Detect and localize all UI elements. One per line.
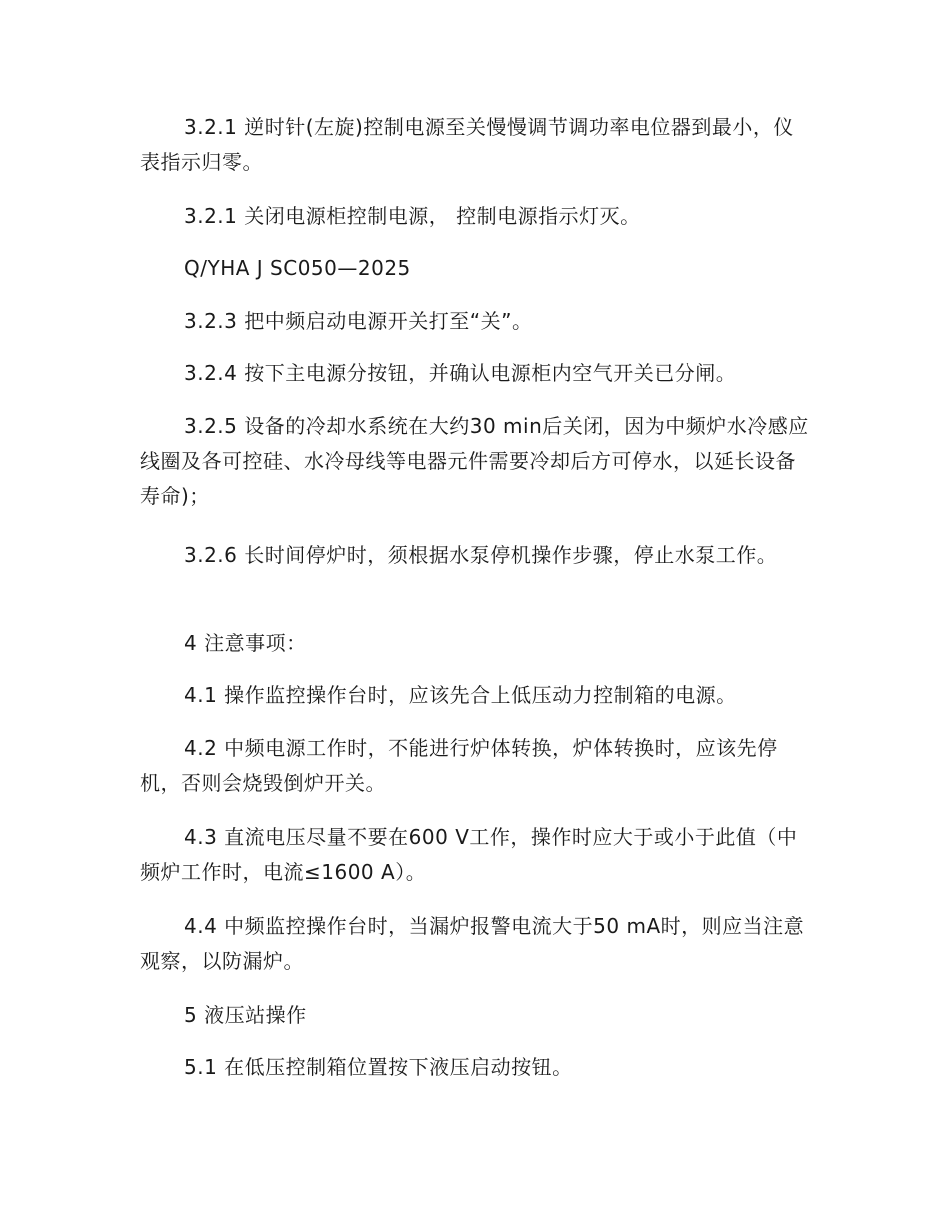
paragraph-3-2-4: 3.2.4 按下主电源分按钮，并确认电源柜内空气开关已分闸。 — [184, 361, 737, 385]
paragraph-4-4: 4.4 中频监控操作台时，当漏炉报警电流大于50 mA时，则应当注意观察，以防漏炉。 — [140, 914, 805, 973]
paragraph-3-2-5: 3.2.5 设备的冷却水系统在大约30 min后关闭，因为中频炉水冷感应线圈及各可控硅、水冷母线等电器元件需要冷却后方可停水，以延长设备寿命)； — [140, 414, 809, 508]
paragraph-3-2-1-b: 3.2.1 关闭电源柜控制电源， 控制电源指示灯灭。 — [184, 204, 641, 228]
paragraph-3-2-6: 3.2.6 长时间停炉时，须根据水泵停机操作步骤，停止水泵工作。 — [184, 543, 778, 567]
section-heading-5: 5 液压站操作 — [184, 1003, 307, 1027]
paragraph-4-2: 4.2 中频电源工作时，不能进行炉体转换，炉体转换时，应该先停机，否则会烧毁倒炉开关。 — [140, 736, 778, 795]
paragraph-3-2-3: 3.2.3 把中频启动电源开关打至“关”。 — [184, 309, 533, 333]
paragraph-3-2-1-a: 3.2.1 逆时针(左旋)控制电源至关慢慢调节调功率电位器到最小，仪表指示归零。 — [140, 115, 794, 174]
paragraph-4-1: 4.1 操作监控操作台时，应该先合上低压动力控制箱的电源。 — [184, 683, 737, 707]
section-heading-4: 4 注意事项： — [184, 631, 307, 655]
document-code: Q/YHA J SC050—2025 — [184, 256, 411, 280]
paragraph-4-3: 4.3 直流电压尽量不要在600 V工作，操作时应大于或小于此值（中频炉工作时，电流≤1600 A）。 — [140, 825, 798, 884]
paragraph-5-1: 5.1 在低压控制箱位置按下液压启动按钮。 — [184, 1055, 573, 1079]
